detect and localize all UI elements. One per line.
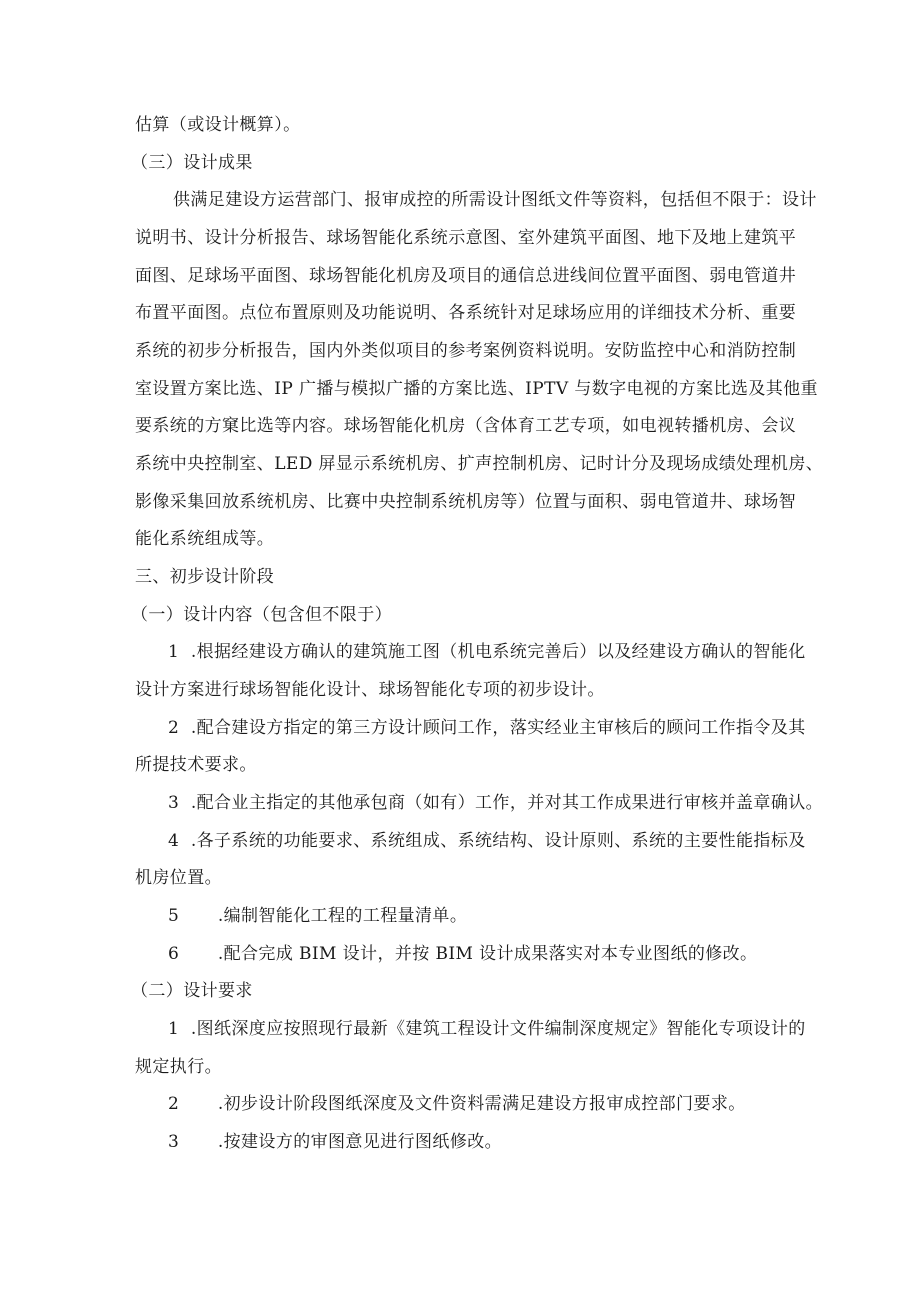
list-item-number: 1 (168, 1019, 180, 1039)
list-item-continuation: 所提技术要求。 (135, 755, 257, 775)
list-item-continuation: 规定执行。 (135, 1057, 222, 1077)
list-item-continuation: 机房位置。 (135, 868, 222, 888)
list-item-text: .配合建设方指定的第三方设计顾问工作，落实经业主审核后的顾问工作指令及其 (190, 718, 806, 738)
list-item (168, 1018, 806, 1040)
list-item-text: .初步设计阶段图纸深度及文件资料需满足建设方报审成控部门要求。 (217, 1094, 746, 1114)
list-item-continuation: 设计方案进行球场智能化设计、球场智能化专项的初步设计。 (135, 680, 605, 700)
list-item-text: .编制智能化工程的工程量清单。 (217, 906, 468, 926)
list-item-number: 2 (168, 718, 180, 738)
list-item-number: 1 (168, 642, 180, 662)
paragraph-line: 要系统的方窠比选等内容。球场智能化机房（含体育工艺专项，如电视转播机房、会议 (135, 416, 797, 436)
paragraph-line: 布置平面图。点位布置原则及功能说明、各系统针对足球场应用的详细技术分析、重要 (135, 303, 797, 323)
paragraph-line: 供满足建设方运营部门、报审成控的所需设计图纸文件等资料，包括但不限于：设计 (173, 190, 817, 210)
paragraph-line: 能化系统组成等。 (135, 529, 275, 549)
section-heading-preliminary-design: 三、初步设计阶段 (135, 567, 275, 587)
paragraph-line: 影像采集回放系统机房、比赛中央控制系统机房等）位置与面积、弱电管道井、球场智 (135, 492, 797, 512)
list-item-number: 2 (168, 1094, 180, 1114)
section-heading-design-results: （三）设计成果 (131, 153, 253, 173)
list-item-text: .根据经建设方确认的建筑施工图（机电系统完善后）以及经建设方确认的智能化 (190, 642, 806, 662)
paragraph-line: 室设置方案比选、IP 广播与模拟广播的方案比选、IPTV 与数字电视的方案比选及其他重 (135, 379, 818, 399)
paragraph-line: 说明书、设计分析报告、球场智能化系统示意图、室外建筑平面图、地下及地上建筑平 (135, 228, 797, 248)
list-item (168, 1093, 746, 1115)
list-item (168, 717, 806, 739)
section-heading-design-requirements: （二）设计要求 (131, 981, 253, 1001)
list-item-number: 5 (168, 906, 180, 926)
list-item-number: 4 (168, 831, 180, 851)
section-heading-design-content: （一）设计内容（包含但不限于） (131, 605, 392, 625)
list-item (168, 905, 467, 927)
list-item-number: 3 (168, 793, 180, 813)
list-item-number: 6 (168, 944, 180, 964)
paragraph-line: 面图、足球场平面图、球场智能化机房及项目的通信总进线间位置平面图、弱电管道井 (135, 266, 797, 286)
list-item-text: .配合完成 BIM 设计，并按 BIM 设计成果落实对本专业图纸的修改。 (217, 944, 758, 964)
list-item (168, 830, 806, 852)
paragraph-line: 系统的初步分析报告，国内外类似项目的参考案例资料说明。安防监控中心和消防控制 (135, 341, 797, 361)
list-item-text: .配合业主指定的其他承包商（如有）工作，并对其工作成果进行审核并盖章确认。 (190, 793, 824, 813)
list-item-number: 3 (168, 1132, 180, 1152)
list-item (168, 943, 757, 965)
list-item-text: .按建设方的审图意见进行图纸修改。 (217, 1132, 503, 1152)
list-item (168, 641, 806, 663)
list-item-text: .各子系统的功能要求、系统组成、系统结构、设计原则、系统的主要性能指标及 (190, 831, 806, 851)
list-item (168, 792, 823, 814)
list-item-text: .图纸深度应按照现行最新《建筑工程设计文件编制深度规定》智能化专项设计的 (190, 1019, 806, 1039)
paragraph-line: 估算（或设计概算）。 (135, 115, 301, 135)
paragraph-line: 系统中央控制室、LED 屏显示系统机房、扩声控制机房、记时计分及现场成绩处理机房、 (135, 454, 824, 474)
list-item (168, 1131, 502, 1153)
